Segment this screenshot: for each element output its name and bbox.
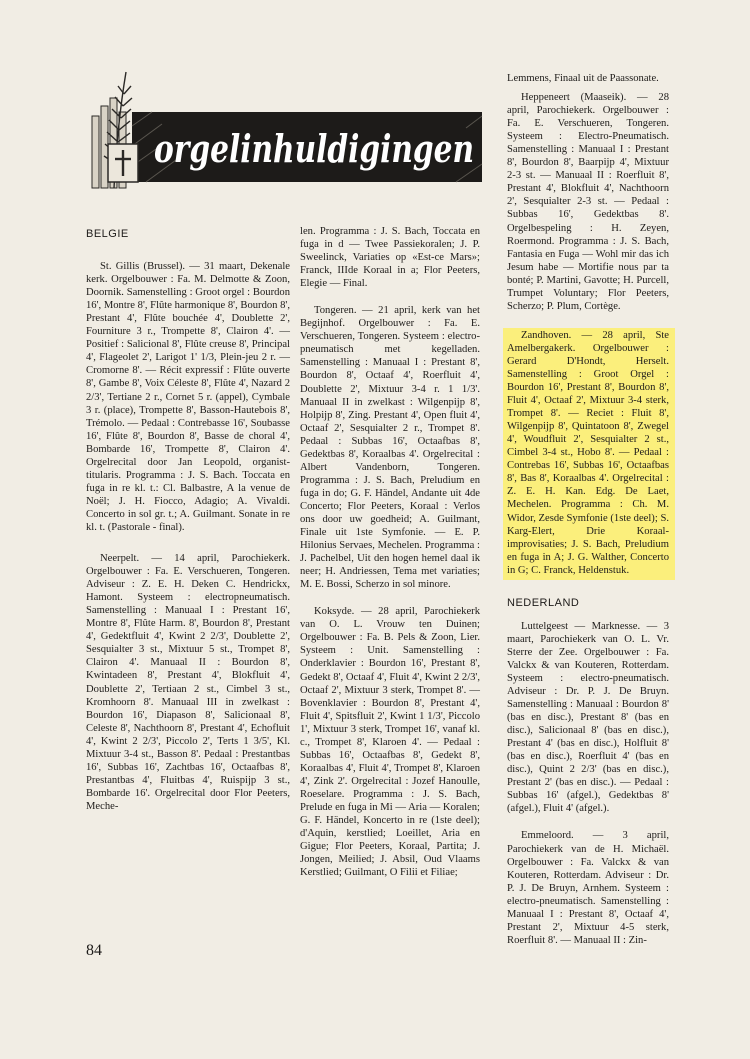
- section-heading-belgie: BELGIE: [86, 228, 129, 240]
- article-koksyde: Koksyde. — 28 april, Parochiekerk van O. L. Vrouw ten Duinen; Orgelbouwer : Fa. B. Pels & Zoon, Lier. Systeem : Unit. Samenstelling : Onderklavier : Bourdon 16', Prestant 8', Gedekt 8', Octaaf 4', Fluit 4', Kwint 2 2/3', Octaaf 2', Mixtuur 3 sterk, Trompet 8'. — Bovenklavier : Bourdon 8', Prestant 4', Fluit 4', Spitsfluit 2', Kwint 1 1/3', Piccolo 1', Mixtuur 3 sterk, Trompet 16', vanaf kl. c., Trompet 8', Klaroen 4'. — Pedaal : Subbas 16', Octaafbas 8', Gedekt 8', Koraalbas 4', Fluit 4', Trompet 8', Klaroen 4', Zink 2'. Orgelrecital : Jozef Hanoulle, Roeselare. Programma : J. S. Bach, Prelude en fuga in Mi — Aria — Koralen; G. F. Händel, Koncerto in re (1ste deel); d'Aquin, kerstlied; Loeillet, Aria en Gigue; Flor Peeters, Koraal, Partita; J. Jongen, Meilied; J. Absil, Oud Vlaams Kerstlied; Guilmant, O Filii et Filiae;: [300, 606, 480, 879]
- article-continuation: len. Programma : J. S. Bach, Toccata en fuga in d — Twee Passiekoralen; J. P. Sweelinck, Variaties op «Est-ce Mars»; Franck, IIIde Koraal in a; Flor Peeters, Elegie — Final.: [300, 226, 480, 290]
- article-luttelgeest: Luttelgeest — Marknesse. — 3 maart, Parochiekerk van O. L. Vr. Sterre der Zee. Orgelbouwer : Fa. Valckx & van Kouteren, Rotterdam. Systeem : electro-pneumatisch. Adviseur : Dr. P. J. De Bruyn. Samenstelling : Manuaal : Bourdon 8' (bas en disc.), Prestant 8' (bas en disc.), Salicionaal 8' (bas en disc.), Prestant 4' (bas en disc.), Holfluit 8' (bas en disc.), Roerfluit 4' (bas en disc.), Quint 2 2/3' (bas en disc.), Prestant 2' (bas en disc.). — Pedaal : Subbas 16' (afgel.), Gedektbas 8' (afgel.), Fluit 4' (afgel.).: [507, 620, 669, 815]
- column-2: [300, 225, 480, 879]
- banner-title: orgelinhuldigingen: [154, 126, 474, 171]
- section-heading-nederland: NEDERLAND: [507, 596, 580, 609]
- article-emmeloord: Emmeloord. — 3 april, Parochiekerk van de H. Michaël. Orgelbouwer : Fa. Valckx & van Kouteren, Rotterdam. Adviseur : Dr. P. J. De Bruyn, Arnhem. Systeem : electro-pneumatisch. Samenstelling : Manuaal I : Prestant 8', Octaaf 4', Prestant 2', Mixtuur 4-5 sterk, Roerfluit 8'. — Manuaal II : Zin-: [507, 830, 669, 946]
- article-st-gillis: St. Gillis (Brussel). — 31 maart, Dekenale kerk. Orgelbouwer : Fa. M. Delmotte & Zoon, Doornik. Samenstelling : Groot orgel : Bourdon 16', Montre 8', Flûte harmonique 8', Bourdon 8', Prestant 4', Flûte bouchée 4', Doublette 2', Fourniture 3 r., Trompette 8', Clairon 4'. — Positief : Salicional 8', Flûte creuse 8', Principal 4', Flageolet 2', Larigot 1' 1/3, Plein-jeu 2 r. — Cromorne 8'. — Récit expressif : Flûte ouverte 8', Gambe 8', Voix Céleste 8', Flûte 4', Nazard 2 2/3', Tertiane 2 r., Cornet 5 r. (appel), Cymbale 3 r. (place), Trompette 8', Basson-Hautebois 8', Trémolo. — Pedaal : Contrebasse 16', Soubasse 16', Flûte 8', Bourdon 8', Basse de choral 4', Bombarde 16', Trompette 8', Clairon 4'. Orgelrecital door Jan Leopold, organist-titularis. Programma : J. S. Bach. Toccata en fuga in re kl. t.: Cl. Balbastre, A la venue de Noël; J. H. Fiocco, Adagio; A. Vivaldi. Concerto in sol gr. t.; A. Guilmant. Sonate in re kl. t. (Pastorale - final).: [86, 261, 290, 533]
- article-continuation-2: Lemmens, Finaal uit de Paassonate.: [507, 73, 659, 84]
- article-zandhoven: Zandhoven. — 28 april, Ste Amelbergakerk. Orgelbouwer : Gerard D'Hondt, Herselt. Samenstelling : Groot Orgel : Bourdon 16', Prestant 8', Bourdon 8', Fluit 4', Octaaf 2', Mixtuur 3-4 sterk, Trompet 8'. — Reciet : Fluit 8', Wilgenpijp 8', Quintatoon 8', Zwegel 4', Woudfluit 2', Sesquialter 2 st., Cimbel 3-4 st., Hobo 8'. — Pedaal : Contrebas 16', Subbas 16', Octaafbas 8', Bas 8', Koraalbas 4'. Orgelrecital : Z. E. H. Kan. Edg. De Laet, Mechelen. Programma : Ch. M. Widor, Zesde Symfonie (1ste deel); S. Karg-Elert, Drie Koraal-improvisaties; J. S. Bach, Preludium en fuga in A; J. G. Walther, Concerto in G; C. Franck, Heldenstuk.: [507, 329, 669, 576]
- article-heppeneert: Heppeneert (Maaseik). — 28 april, Parochiekerk. Orgelbouwer : Fa. E. Verschueren, Tongeren. Systeem : Electro-Pneumatisch. Samenstelling : Manuaal I : Prestant 8', Bourdon 8', Baarpijp 4', Mixtuur 2-3 st. — Manuaal II : Roerfluit 8', Prestant 4', Blokfluit 4', Nachthoorn 2', Sesquialter 2-3 st. — Pedaal : Subbas 16', Gedektbas 8'. Orgelbespeling : H. Zeyen, Roermond. Programma : J. S. Bach, Fantasia en Fuga — Wohl mir das ich Jesum habe — Mortifie nous par ta bonté; P. Martini, Gavotte; H. Purcell, Trumpet Voluntary; Flor Peeters, Scherzo; P. Plum, Cortège.: [507, 92, 669, 312]
- page-number: 84: [86, 942, 102, 959]
- header-banner: [86, 68, 486, 196]
- article-neerpelt: Neerpelt. — 14 april, Parochiekerk. Orgelbouwer : Fa. E. Verschueren, Tongeren. Adviseur : Z. E. H. Deken C. Hendrickx, Hamont. Systeem : electropneumatisch. Samenstelling : Manuaal I : Prestant 16', Montre 8', Flûte Harm. 8', Bourdon 8', Prestant 4', Gedektfluit 4', Kwint 2 2/3', Doublette 2', Sesquialter 3 st., Mixtuur 5 st., Trompet 8', Clairon 4'. Manuaal II : Bourdon 8', Kwintadeen 8', Prestant 4', Blokfluit 4', Doublette 2', Tertiaan 2 st., Cimbel 3 st., Kromhoorn 8'. Manuaal III in zwelkast : Bourdon 16', Diapason 8', Salicionaal 8', Celeste 8', Nachthoorn 8', Prestant 4', Echofluit 4', Kwint 2 2/3', Piccolo 2', Terts 1 3/5', Kl. Mixtuur 3-4 st., Basson 8'. Pedaal : Prestantbas 16', Subbas 16', Zachtbas 16', Octaafbas 8', Prestantbas 4', Fluitbas 4', Ruispijp 3 st., Bombarde 16'. Orgelrecital door Flor Peeters, Meche-: [86, 553, 290, 812]
- column-1: [86, 228, 290, 813]
- column-3: [507, 72, 669, 947]
- article-tongeren: Tongeren. — 21 april, kerk van het Begijnhof. Orgelbouwer : Fa. E. Verschueren, Tongeren. Systeem : electro-pneumatisch met kegelladen. Samenstelling : Manuaal I : Prestant 8', Bourdon 8', Octaaf 4', Roerfluit 4', Doublette 2', Mixtuur 3-4 r. 1 1/3'. Manuaal II in zwelkast : Wilgenpijp 8', Holpijp 8', Zing. Prestant 4', Open fluit 4', Octaaf 2', Sesquialter 2 r., Trompet 8'. Pedaal : Subbas 16', Octaafbas 8', Gedektbas 8', Koraalbas 4'. Orgelrecital : Albert Vandenborn, Tongeren. Programma : J. S. Bach, Preludium en fuga in do; G. F. Händel, Andante uit 4de Concerto; Flor Peeters, Koraal : Verlos ons door uw goedheid; A. Guilmant, Finale uit 1ste Symfonie. — E. P. Hilonius Servaes, Mechelen. Programma : J. Pachelbel, Uit den hogen hemel daal ik neer; H. Andriessen, Tema met variaties; M. E. Bossi, Scherzo in sol minore.: [300, 305, 480, 591]
